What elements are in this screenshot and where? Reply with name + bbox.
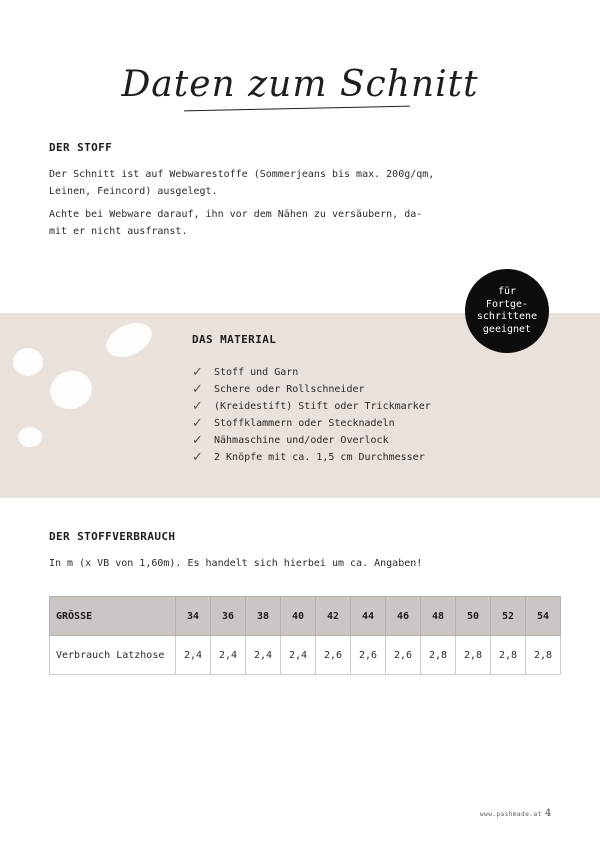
table-header-size: 42	[316, 597, 351, 636]
table-cell: 2,4	[281, 636, 316, 675]
stoff-paragraph-1-line-2: Leinen, Feincord) ausgelegt.	[49, 186, 218, 197]
table-cell: 2,8	[526, 636, 561, 675]
list-item: ✓ Stoffklammern oder Stecknadeln	[192, 416, 395, 431]
checkmark-icon: ✓	[192, 365, 203, 380]
list-item: ✓ Nähmaschine und/oder Overlock	[192, 433, 389, 448]
badge-text: für Fortge- schrittene geeignet	[476, 286, 538, 335]
stoff-paragraph-2-line-2: mit er nicht ausfranst.	[49, 226, 188, 237]
table-header-size: 36	[211, 597, 246, 636]
verbrauch-heading: DER STOFFVERBRAUCH	[49, 530, 176, 543]
decor-blot	[101, 316, 157, 363]
table-cell: 2,4	[176, 636, 211, 675]
decor-blot	[45, 365, 97, 415]
fabric-consumption-table	[49, 596, 561, 675]
table-header-size: 48	[421, 597, 456, 636]
table-header-size: 40	[281, 597, 316, 636]
checkmark-icon: ✓	[192, 433, 203, 448]
table-header-size: 50	[456, 597, 491, 636]
title-underline	[184, 106, 410, 112]
decor-blot	[13, 348, 43, 376]
table-cell: 2,6	[316, 636, 351, 675]
table-header-size: 54	[526, 597, 561, 636]
table-header-size: 46	[386, 597, 421, 636]
table-header-size: 52	[491, 597, 526, 636]
list-item: ✓ 2 Knöpfe mit ca. 1,5 cm Durchmesser	[192, 450, 425, 465]
page-number: 4	[545, 808, 552, 819]
table-cell: 2,6	[351, 636, 386, 675]
table-header-row	[50, 597, 561, 636]
table-header-size: 44	[351, 597, 386, 636]
table-header-label: GRÖSSE	[50, 597, 176, 636]
list-item: ✓ Stoff und Garn	[192, 365, 299, 380]
table-cell: 2,6	[386, 636, 421, 675]
checkmark-icon: ✓	[192, 399, 203, 414]
checkmark-icon: ✓	[192, 450, 203, 465]
decor-blot	[18, 427, 42, 447]
page-title: Daten zum Schnitt	[121, 64, 479, 105]
table-header-size: 38	[246, 597, 281, 636]
checkmark-icon: ✓	[192, 382, 203, 397]
stoff-paragraph-1-line-1: Der Schnitt ist auf Webwarestoffe (Sommerjeans bis max. 200g/qm,	[49, 169, 435, 180]
list-item: ✓ (Kreidestift) Stift oder Trickmarker	[192, 399, 431, 414]
difficulty-badge	[465, 269, 549, 353]
table-row-label: Verbrauch Latzhose	[50, 636, 176, 675]
checkmark-icon: ✓	[192, 416, 203, 431]
list-item: ✓ Schere oder Rollschneider	[192, 382, 365, 397]
material-heading: DAS MATERIAL	[192, 333, 277, 346]
stoff-heading: DER STOFF	[49, 141, 113, 154]
table-header-size: 34	[176, 597, 211, 636]
table-cell: 2,4	[211, 636, 246, 675]
table-cell: 2,8	[456, 636, 491, 675]
footer-url: www.pashmade.at	[480, 811, 542, 818]
table-cell: 2,8	[421, 636, 456, 675]
table-cell: 2,8	[491, 636, 526, 675]
table-cell: 2,4	[246, 636, 281, 675]
stoff-paragraph-2-line-1: Achte bei Webware darauf, ihn vor dem Nähen zu versäubern, da-	[49, 209, 423, 220]
material-list	[192, 364, 431, 466]
table-row	[50, 636, 561, 675]
verbrauch-intro: In m (x VB von 1,60m). Es handelt sich hierbei um ca. Angaben!	[49, 558, 423, 569]
